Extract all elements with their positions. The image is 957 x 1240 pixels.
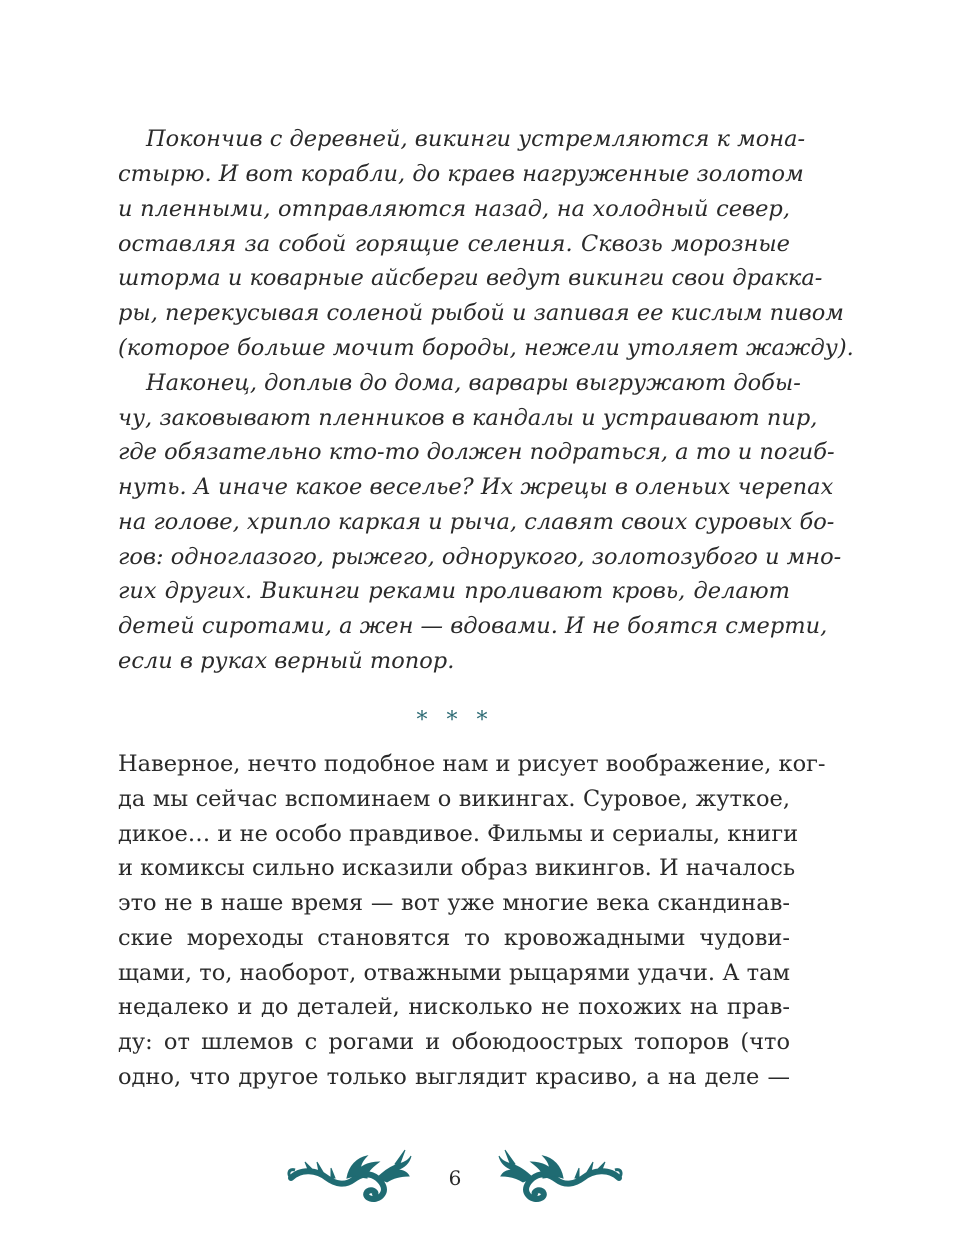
text-line: дикое… и не особо правдивое. Фильмы и сериалы, книги [118, 821, 799, 847]
section-separator: * * * [416, 708, 494, 733]
text-line: да мы сейчас вспоминаем о викингах. Суровое, жуткое, [118, 786, 790, 812]
text-line: гих других. Викинги реками проливают кровь, делают [118, 578, 790, 604]
text-line: чу, заковывают пленников в кандалы и устраивают пир, [118, 405, 818, 431]
dragon-ornament-icon [287, 1148, 412, 1203]
text-line: ры, перекусывая соленой рыбой и запивая ее кислым пивом [118, 300, 844, 326]
text-line: на голове, хрипло каркая и рыча, славят своих суровых бо- [118, 509, 835, 535]
text-line: Наверное, нечто подобное нам и рисует воображение, ког- [118, 751, 826, 777]
text-line: нуть. А иначе какое веселье? Их жрецы в оленьих черепах [118, 474, 834, 500]
text-line: одно, что другое только выглядит красиво, а на деле — [118, 1064, 790, 1090]
text-line: это не в наше время — вот уже многие века скандинав- [118, 890, 790, 916]
text-line: и пленными, отправляются назад, на холодный север, [118, 196, 790, 222]
text-line: детей сиротами, а жен — вдовами. И не боятся смерти, [118, 613, 828, 639]
text-line: недалеко и до деталей, нисколько не похожих на прав- [118, 994, 790, 1020]
text-line: щами, то, наоборот, отважными рыцарями удачи. А там [118, 960, 790, 986]
text-line: и комиксы сильно исказили образ викингов. И началось [118, 855, 796, 881]
text-line: ские мореходы становятся то кровожадными чудови- [118, 925, 790, 951]
text-line: Покончив с деревней, викинги устремляются к мона- [146, 126, 806, 152]
text-line: (которое больше мочит бороды, нежели утоляет жажду). [118, 335, 854, 361]
text-line: гов: одноглазого, рыжего, однорукого, золотозубого и мно- [118, 544, 842, 570]
text-line: ду: от шлемов с рогами и обоюдоострых топоров (что [118, 1029, 790, 1055]
page-number: 6 [448, 1166, 462, 1190]
text-line: если в руках верный топор. [118, 648, 455, 674]
text-line: Наконец, доплыв до дома, варвары выгружают добы- [146, 370, 801, 396]
text-line: стырю. И вот корабли, до краев нагруженные золотом [118, 161, 804, 187]
dragon-ornament-icon [498, 1148, 623, 1203]
text-line: где обязательно кто-то должен подраться, а то и погиб- [118, 439, 835, 465]
text-line: шторма и коварные айсберги ведут викинги свои дракка- [118, 265, 823, 291]
text-line: оставляя за собой горящие селения. Сквозь морозные [118, 231, 790, 257]
page-footer [0, 1145, 957, 1205]
